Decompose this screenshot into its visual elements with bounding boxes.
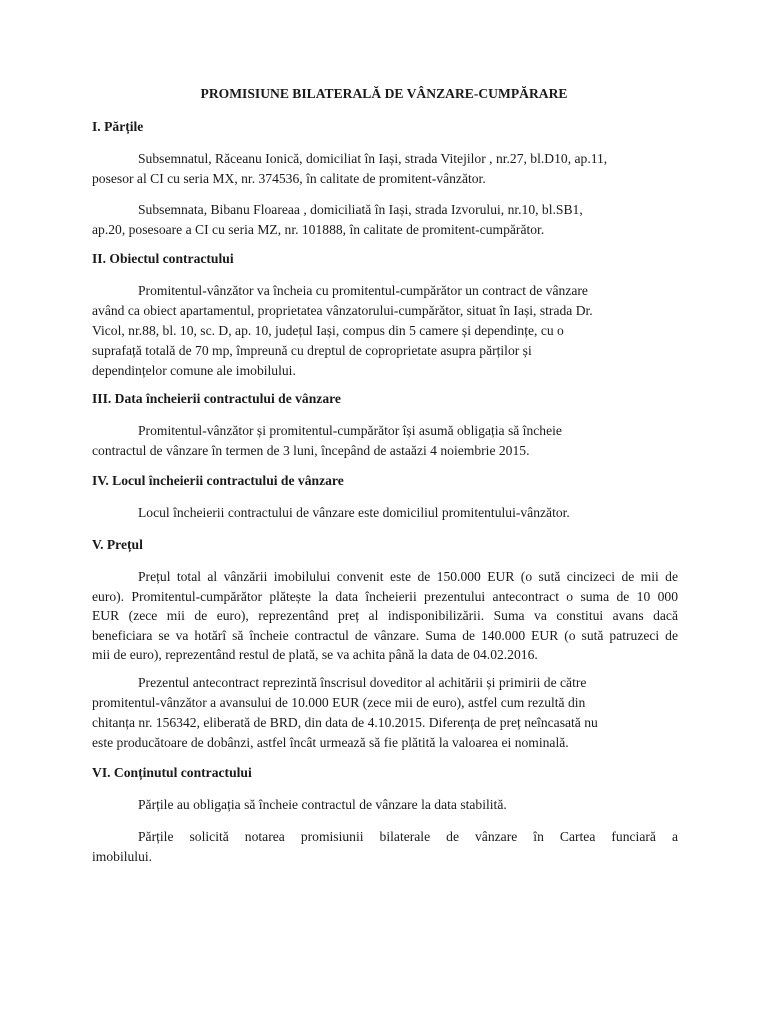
paragraph-registration bbox=[92, 827, 678, 867]
text-line: este producătoare de dobânzi, astfel încât urmează să fie plătită la valoarea ei nominală. bbox=[92, 735, 569, 750]
section-heading-content: VI. Conținutul contractului bbox=[92, 765, 252, 780]
text-line: promitentul-vânzător a avansului de 10.000 EUR (zece mii de euro), astfel cum rezultă din bbox=[92, 695, 586, 710]
text-line: Vicol, nr.88, bl. 10, sc. D, ap. 10, județul Iași, compus din 5 camere și dependințe, cu o bbox=[92, 323, 564, 338]
paragraph-advance bbox=[92, 673, 678, 753]
text-line: Prețul total al vânzării imobilului convenit este de 150.000 EUR (o sută cincizeci de mii de bbox=[138, 569, 678, 584]
text-line: dependințelor comune ale imobilului. bbox=[92, 363, 296, 378]
section-heading-date: III. Data încheierii contractului de vânzare bbox=[92, 391, 341, 406]
text-line: beneficiara se va hotărî să încheie contractul de vânzare. Suma de 140.000 EUR (o sută patruzeci de bbox=[92, 627, 678, 643]
text-line: chitanța nr. 156342, eliberată de BRD, din data de 4.10.2015. Diferența de preț neîncasată nu bbox=[92, 715, 598, 730]
paragraph-object bbox=[92, 281, 678, 381]
section-heading-place: IV. Locul încheierii contractului de vânzare bbox=[92, 473, 344, 488]
text-line: Subsemnata, Bibanu Floareaa , domiciliată în Iași, strada Izvorului, nr.10, bl.SB1, bbox=[138, 202, 583, 217]
text-line: mii de euro), reprezentând restul de plată, se va achita până la data de 04.02.2016. bbox=[92, 647, 538, 662]
text-line: având ca obiect apartamentul, proprietatea vânzatorului-cumpărător, situat în Iași, strada Dr. bbox=[92, 303, 593, 318]
section-heading-parties: I. Părțile bbox=[92, 119, 144, 134]
paragraph-seller bbox=[92, 149, 678, 189]
text-line: Subsemnatul, Răceanu Ionică, domiciliat în Iași, strada Vitejilor , nr.27, bl.D10, ap.11, bbox=[138, 151, 608, 166]
text-line: Părțile solicită notarea promisiunii bilaterale de vânzare în Cartea funciară a bbox=[138, 829, 678, 844]
text-line: euro). Promitentul-cumpărător plătește la data încheierii prezentului antecontract o suma de 10 000 bbox=[92, 588, 678, 604]
text-line: Prezentul antecontract reprezintă înscrisul doveditor al achitării și primirii de către bbox=[138, 675, 587, 690]
text-line: Promitentul-vânzător va încheia cu promitentul-cumpărător un contract de vânzare bbox=[138, 283, 588, 298]
document-title: PROMISIUNE BILATERALĂ DE VÂNZARE-CUMPĂRARE bbox=[200, 86, 568, 101]
text-line: posesor al CI cu seria MX, nr. 374536, în calitate de promitent-vânzător. bbox=[92, 171, 486, 186]
text-line: EUR (zece mii de euro), reprezentând preț al indisponibilizării. Suma va constitui avans dacă bbox=[92, 608, 678, 623]
text-line: imobilului. bbox=[92, 849, 153, 864]
text-line: Locul încheierii contractului de vânzare este domiciliul promitentului-vânzător. bbox=[138, 505, 570, 520]
text-line: Promitentul-vânzător și promitentul-cumpărător își asumă obligația să încheie bbox=[138, 423, 562, 438]
paragraph-price bbox=[92, 567, 678, 665]
paragraph-place bbox=[92, 503, 678, 523]
text-line: ap.20, posesoare a CI cu seria MZ, nr. 101888, în calitate de promitent-cumpărător. bbox=[92, 222, 545, 237]
paragraph-date bbox=[92, 421, 678, 461]
paragraph-buyer bbox=[92, 200, 678, 240]
text-line: suprafață totală de 70 mp, împreună cu dreptul de coproprietate asupra părților și bbox=[92, 343, 532, 358]
text-line: Părțile au obligația să încheie contractul de vânzare la data stabilită. bbox=[138, 797, 507, 812]
section-heading-object: II. Obiectul contractului bbox=[92, 251, 234, 266]
section-heading-price: V. Prețul bbox=[92, 537, 143, 552]
paragraph-obligation bbox=[92, 795, 678, 815]
text-line: contractul de vânzare în termen de 3 luni, începând de astaăzi 4 noiembrie 2015. bbox=[92, 443, 530, 458]
